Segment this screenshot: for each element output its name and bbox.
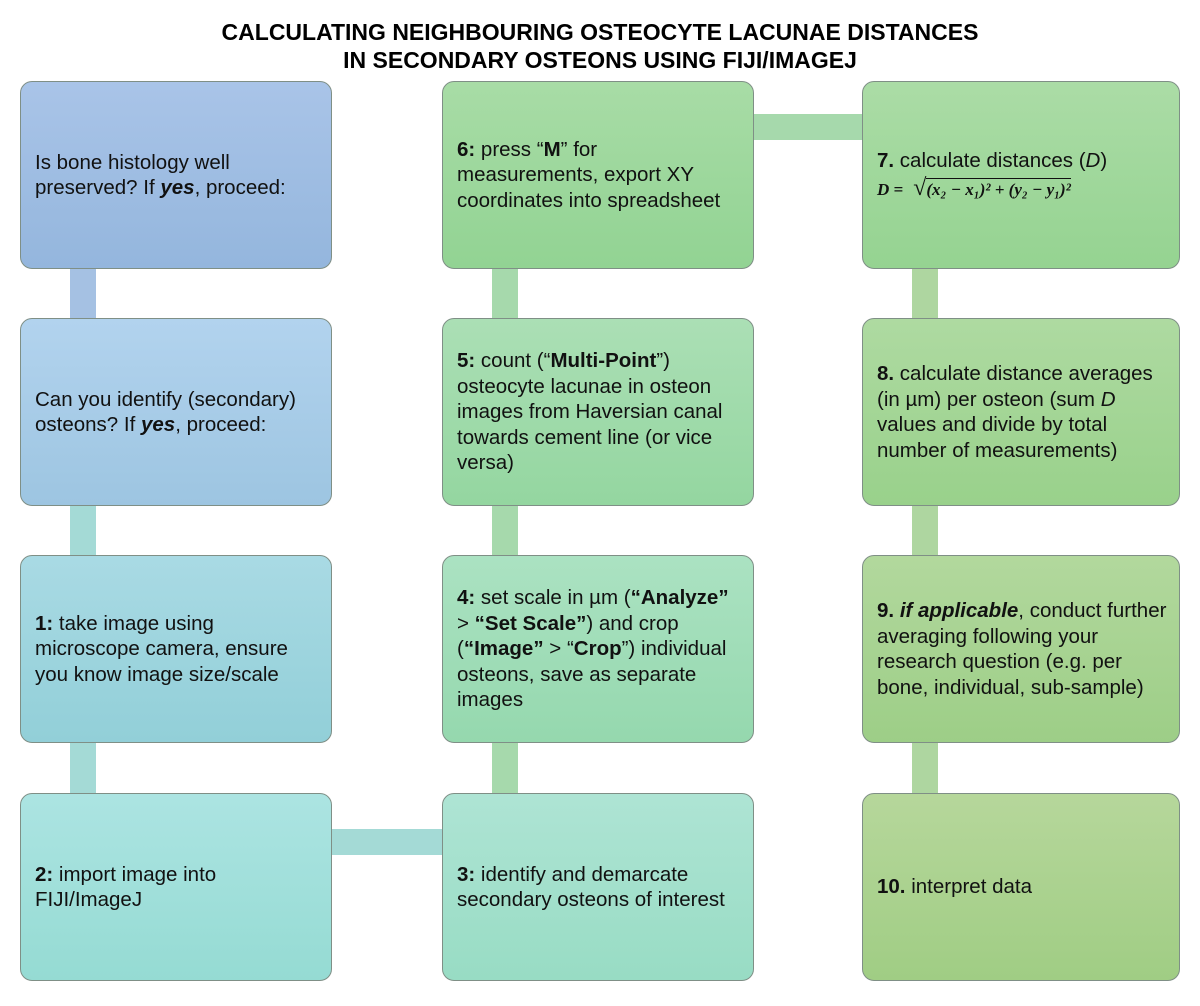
text-part: Can you identify (secondary) osteons? If <box>35 387 296 436</box>
step-number: 9. <box>877 599 895 622</box>
text-part: calculate distances ( <box>894 149 1086 172</box>
step-number: 1: <box>35 611 54 635</box>
diagram-title-line-1: CALCULATING NEIGHBOURING OSTEOCYTE LACUNAE DISTANCES <box>221 19 979 45</box>
step-box-10 <box>862 793 1180 981</box>
variable-d: D <box>1100 387 1116 411</box>
step-number: 10. <box>877 875 906 899</box>
step-box-4 <box>442 555 754 743</box>
text-part: ”) individual osteons, save as separate images <box>457 637 727 712</box>
text-part: take image using microscope camera, ensure you know image size/scale <box>35 611 288 686</box>
formula-rhs: (x₂ − x₁)² + (y₂ − y₁)² <box>926 179 1071 199</box>
text-part: calculate distance averages (in µm) per osteon (sum <box>877 362 1153 411</box>
emphasis-yes: yes <box>160 176 195 199</box>
step-number: 6: <box>457 137 476 161</box>
step-number: 7. <box>877 149 895 172</box>
text-part: count (“ <box>475 349 551 373</box>
square-root-icon: √ <box>913 174 927 201</box>
step-number: 8. <box>877 362 895 385</box>
step-box-osteon-check <box>20 318 332 506</box>
step-text <box>35 611 319 688</box>
step-box-5 <box>442 318 754 506</box>
step-number: 2: <box>35 862 54 886</box>
menu-crop: Crop <box>573 637 622 661</box>
step-box-3 <box>442 793 754 981</box>
connector-q1-q2 <box>70 268 96 320</box>
text-part: identify and demarcate secondary osteons of interest <box>457 862 725 911</box>
text-part: interpret data <box>905 875 1032 899</box>
step-text <box>457 348 741 476</box>
step-text <box>35 862 319 913</box>
diagram-title-line-2: IN SECONDARY OSTEONS USING FIJI/IMAGEJ <box>343 47 857 73</box>
step-box-histology-check <box>20 81 332 269</box>
menu-set-scale: “Set Scale” <box>474 611 587 635</box>
step-number: 3: <box>457 862 476 886</box>
step-text <box>877 598 1167 700</box>
emphasis-if-applicable: if applicable <box>899 599 1019 622</box>
connector-s1-s2 <box>70 742 96 795</box>
connector-s2-s3 <box>331 829 444 855</box>
text-part: > <box>457 611 475 635</box>
distance-formula <box>877 176 1167 203</box>
step-text <box>457 137 741 214</box>
step-box-7 <box>862 81 1180 269</box>
connector-s4-s5 <box>492 505 518 557</box>
text-part: set scale in µm ( <box>475 586 631 610</box>
text-part: Is bone histology well preserved? If <box>35 150 230 199</box>
text-part: press “ <box>475 137 544 161</box>
connector-s5-s6 <box>492 268 518 320</box>
connector-s8-s9 <box>912 505 938 557</box>
step-text <box>457 585 741 713</box>
step-box-6 <box>442 81 754 269</box>
step-number: 4: <box>457 586 476 610</box>
emphasis-yes: yes <box>140 413 176 436</box>
formula-lhs: D = <box>877 179 904 199</box>
text-part: , conduct further averaging following your research question (e.g. per bone, individual, sub-sample) <box>877 599 1167 699</box>
text-part: , proceed: <box>175 413 267 436</box>
step-number: 5: <box>457 349 476 373</box>
connector-s3-s4 <box>492 742 518 795</box>
text-part: ”) osteocyte lacunae in osteon images from Haversian canal towards cement line (or vice versa) <box>457 349 723 475</box>
menu-analyze: “Analyze” <box>630 586 729 610</box>
text-part: > “ <box>543 637 574 661</box>
connector-s9-s10 <box>912 742 938 795</box>
text-part: ) <box>1100 149 1108 172</box>
step-box-1 <box>20 555 332 743</box>
menu-image: “Image” <box>463 637 544 661</box>
step-text <box>877 361 1167 463</box>
step-text <box>877 874 1167 900</box>
key-m: M <box>543 137 561 161</box>
step-text <box>457 862 741 913</box>
text-part: ” for measurements, export XY coordinates into spreadsheet <box>457 137 721 212</box>
connector-s6-s7 <box>753 114 864 140</box>
connector-s7-s8 <box>912 268 938 320</box>
step-box-9 <box>862 555 1180 743</box>
text-part: values and divide by total number of measurements) <box>877 413 1118 462</box>
step-box-2 <box>20 793 332 981</box>
text-part: , proceed: <box>194 176 286 199</box>
variable-d: D <box>1085 149 1101 172</box>
step-text <box>877 148 1167 202</box>
step-text <box>35 150 319 201</box>
step-text <box>35 387 319 438</box>
connector-q2-s1 <box>70 505 96 557</box>
text-part: ) and crop ( <box>457 611 679 661</box>
step-box-8 <box>862 318 1180 506</box>
text-part: import image into FIJI/ImageJ <box>35 862 217 911</box>
step-7-line <box>877 148 1167 174</box>
tool-multi-point: Multi-Point <box>550 349 657 373</box>
